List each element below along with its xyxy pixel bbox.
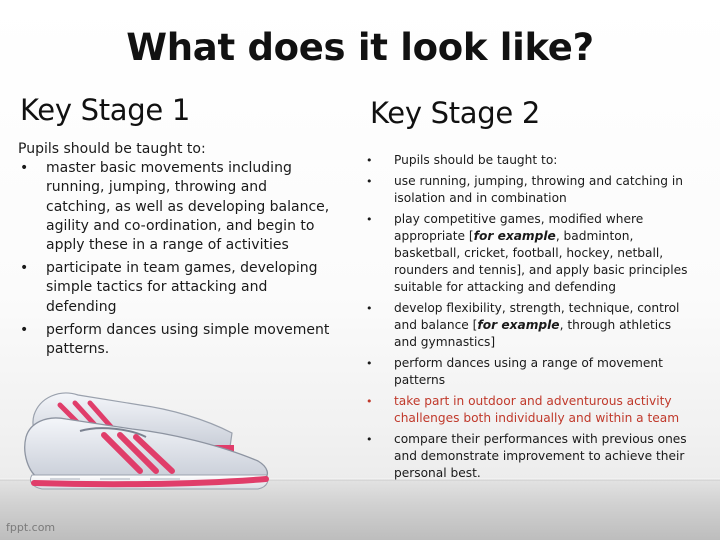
slide-title: What does it look like? [126,26,594,69]
bullet: • [20,260,29,277]
list-item-text: Pupils should be taught to: [394,153,558,167]
list-item [18,259,330,317]
list-item-text: perform dances using a range of movement patterns [394,356,663,387]
list-item-text: perform dances using simple movement patterns. [46,321,330,358]
list-item [18,159,330,255]
list-item-text: compare their performances with previous ones and demonstrate improvement to achieve their personal best. [394,432,687,480]
key-stage-1-heading: Key Stage 1 [20,93,190,127]
bullet: • [20,321,29,338]
bullet: • [20,160,29,177]
ks2-list [364,152,694,482]
list-item [364,431,694,482]
list-item-text-start: develop flexibility, strength, technique, control and balance [ [394,301,680,332]
sneaker-icon [20,375,280,495]
ks1-intro: Pupils should be taught to: [18,141,206,157]
ks1-list [18,159,330,359]
list-item [364,211,694,296]
list-item-highlighted [364,393,694,427]
key-stage-1-content [18,140,330,363]
list-item [364,173,694,207]
bullet: • [366,433,373,446]
list-item [364,355,694,389]
list-item-text: use running, jumping, throwing and catching in isolation and in combination [394,174,683,205]
list-item [364,300,694,351]
emphasis-text: for example [477,318,560,332]
bullet: • [366,175,373,188]
key-stage-2-content [364,152,694,486]
list-item [364,152,694,169]
list-item-text: participate in team games, developing simple tactics for attacking and defending [46,260,318,315]
key-stage-2-heading: Key Stage 2 [370,96,540,130]
bullet: • [366,395,373,408]
list-item-text-end: , badminton, basketball, cricket, football, hockey, netball, rounders and tennis], and apply basic principles suitable for attacking and defending [394,229,688,294]
list-item-text: master basic movements including running, jumping, throwing and catching, as well as developing balance, agility and co-ordination, and begin to apply these in a range of activities [46,160,330,254]
bullet: • [366,154,373,167]
list-item-text-start: play competitive games, modified where appropriate [ [394,212,644,243]
list-item-text: take part in outdoor and adventurous activity challenges both individually and within a team [394,394,680,425]
list-item-text-end: , through athletics and gymnastics] [394,318,672,349]
footer-brand: fppt.com [6,521,56,534]
bullet: • [366,302,373,315]
emphasis-text: for example [473,229,556,243]
bullet: • [366,357,373,370]
bullet: • [366,213,373,226]
list-item [18,321,330,359]
